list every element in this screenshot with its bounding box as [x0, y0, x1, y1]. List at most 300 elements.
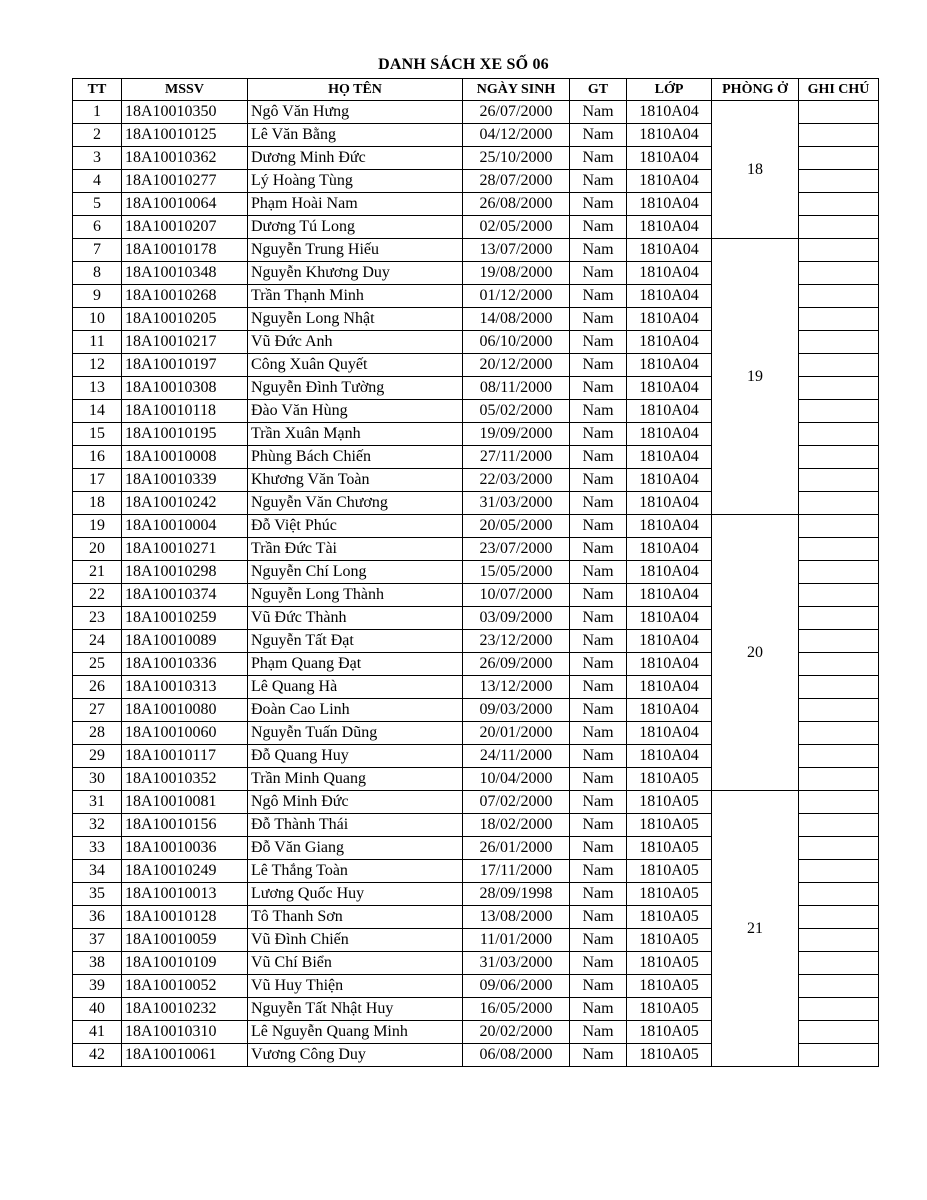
cell-note: [799, 400, 879, 423]
cell-note: [799, 423, 879, 446]
cell-gender: Nam: [570, 653, 627, 676]
cell-tt: 20: [73, 538, 122, 561]
cell-name: Trần Xuân Mạnh: [248, 423, 463, 446]
cell-mssv: 18A10010059: [122, 929, 248, 952]
cell-tt: 3: [73, 147, 122, 170]
cell-note: [799, 538, 879, 561]
cell-gender: Nam: [570, 101, 627, 124]
cell-class: 1810A04: [627, 676, 712, 699]
cell-note: [799, 791, 879, 814]
cell-class: 1810A05: [627, 906, 712, 929]
cell-mssv: 18A10010336: [122, 653, 248, 676]
cell-gender: Nam: [570, 722, 627, 745]
table-row: [73, 515, 879, 538]
cell-class: 1810A05: [627, 975, 712, 998]
student-list-table: [72, 78, 879, 1067]
cell-tt: 27: [73, 699, 122, 722]
cell-class: 1810A04: [627, 469, 712, 492]
cell-room: 18: [712, 101, 799, 239]
cell-mssv: 18A10010109: [122, 952, 248, 975]
cell-tt: 13: [73, 377, 122, 400]
cell-dob: 31/03/2000: [463, 952, 570, 975]
cell-note: [799, 883, 879, 906]
cell-tt: 23: [73, 607, 122, 630]
cell-dob: 06/10/2000: [463, 331, 570, 354]
cell-class: 1810A04: [627, 101, 712, 124]
cell-class: 1810A04: [627, 216, 712, 239]
cell-room: 19: [712, 239, 799, 515]
cell-name: Ngô Minh Đức: [248, 791, 463, 814]
cell-class: 1810A04: [627, 653, 712, 676]
cell-note: [799, 469, 879, 492]
cell-class: 1810A04: [627, 354, 712, 377]
cell-note: [799, 906, 879, 929]
cell-name: Vũ Đình Chiến: [248, 929, 463, 952]
cell-name: Vũ Đức Anh: [248, 331, 463, 354]
cell-dob: 24/11/2000: [463, 745, 570, 768]
cell-name: Đào Văn Hùng: [248, 400, 463, 423]
cell-note: [799, 768, 879, 791]
cell-gender: Nam: [570, 124, 627, 147]
cell-note: [799, 354, 879, 377]
cell-gender: Nam: [570, 906, 627, 929]
cell-name: Nguyễn Trung Hiếu: [248, 239, 463, 262]
cell-tt: 35: [73, 883, 122, 906]
cell-dob: 07/02/2000: [463, 791, 570, 814]
cell-class: 1810A05: [627, 998, 712, 1021]
cell-gender: Nam: [570, 998, 627, 1021]
document-title: DANH SÁCH XE SỐ 06: [378, 56, 549, 73]
cell-dob: 09/03/2000: [463, 699, 570, 722]
cell-dob: 26/08/2000: [463, 193, 570, 216]
cell-gender: Nam: [570, 607, 627, 630]
cell-class: 1810A04: [627, 377, 712, 400]
cell-dob: 20/12/2000: [463, 354, 570, 377]
cell-mssv: 18A10010197: [122, 354, 248, 377]
cell-name: Ngô Văn Hưng: [248, 101, 463, 124]
cell-gender: Nam: [570, 538, 627, 561]
cell-mssv: 18A10010268: [122, 285, 248, 308]
cell-dob: 28/09/1998: [463, 883, 570, 906]
cell-mssv: 18A10010118: [122, 400, 248, 423]
header-dob: NGÀY SINH: [463, 79, 570, 101]
cell-note: [799, 952, 879, 975]
cell-name: Phạm Quang Đạt: [248, 653, 463, 676]
cell-gender: Nam: [570, 929, 627, 952]
cell-tt: 12: [73, 354, 122, 377]
cell-name: Nguyễn Tất Nhật Huy: [248, 998, 463, 1021]
cell-dob: 26/07/2000: [463, 101, 570, 124]
cell-dob: 08/11/2000: [463, 377, 570, 400]
cell-name: Lý Hoàng Tùng: [248, 170, 463, 193]
cell-note: [799, 1021, 879, 1044]
cell-class: 1810A04: [627, 492, 712, 515]
cell-mssv: 18A10010232: [122, 998, 248, 1021]
cell-dob: 09/06/2000: [463, 975, 570, 998]
cell-dob: 03/09/2000: [463, 607, 570, 630]
cell-class: 1810A05: [627, 768, 712, 791]
cell-name: Nguyễn Tất Đạt: [248, 630, 463, 653]
cell-room: 21: [712, 791, 799, 1067]
cell-gender: Nam: [570, 791, 627, 814]
cell-gender: Nam: [570, 630, 627, 653]
cell-name: Nguyễn Văn Chương: [248, 492, 463, 515]
cell-gender: Nam: [570, 469, 627, 492]
cell-gender: Nam: [570, 952, 627, 975]
cell-gender: Nam: [570, 515, 627, 538]
cell-tt: 18: [73, 492, 122, 515]
cell-name: Đoàn Cao Linh: [248, 699, 463, 722]
cell-note: [799, 239, 879, 262]
cell-name: Trần Thạnh Minh: [248, 285, 463, 308]
cell-mssv: 18A10010178: [122, 239, 248, 262]
cell-class: 1810A05: [627, 860, 712, 883]
cell-note: [799, 860, 879, 883]
cell-dob: 10/04/2000: [463, 768, 570, 791]
cell-tt: 9: [73, 285, 122, 308]
cell-dob: 20/05/2000: [463, 515, 570, 538]
cell-tt: 22: [73, 584, 122, 607]
cell-note: [799, 1044, 879, 1067]
cell-mssv: 18A10010352: [122, 768, 248, 791]
cell-mssv: 18A10010052: [122, 975, 248, 998]
cell-name: Nguyễn Chí Long: [248, 561, 463, 584]
cell-gender: Nam: [570, 1044, 627, 1067]
cell-name: Vũ Huy Thiện: [248, 975, 463, 998]
cell-name: Nguyễn Long Nhật: [248, 308, 463, 331]
cell-note: [799, 722, 879, 745]
cell-class: 1810A05: [627, 1021, 712, 1044]
cell-dob: 23/07/2000: [463, 538, 570, 561]
cell-note: [799, 308, 879, 331]
cell-mssv: 18A10010004: [122, 515, 248, 538]
cell-tt: 5: [73, 193, 122, 216]
cell-dob: 01/12/2000: [463, 285, 570, 308]
cell-tt: 4: [73, 170, 122, 193]
cell-tt: 7: [73, 239, 122, 262]
cell-gender: Nam: [570, 676, 627, 699]
cell-class: 1810A04: [627, 446, 712, 469]
cell-tt: 37: [73, 929, 122, 952]
cell-note: [799, 216, 879, 239]
cell-tt: 24: [73, 630, 122, 653]
cell-gender: Nam: [570, 883, 627, 906]
cell-tt: 29: [73, 745, 122, 768]
cell-gender: Nam: [570, 285, 627, 308]
cell-tt: 11: [73, 331, 122, 354]
cell-dob: 20/02/2000: [463, 1021, 570, 1044]
cell-note: [799, 584, 879, 607]
cell-mssv: 18A10010128: [122, 906, 248, 929]
cell-note: [799, 929, 879, 952]
cell-tt: 6: [73, 216, 122, 239]
cell-mssv: 18A10010008: [122, 446, 248, 469]
cell-note: [799, 446, 879, 469]
cell-tt: 19: [73, 515, 122, 538]
cell-dob: 28/07/2000: [463, 170, 570, 193]
cell-mssv: 18A10010242: [122, 492, 248, 515]
cell-class: 1810A04: [627, 193, 712, 216]
cell-class: 1810A04: [627, 561, 712, 584]
cell-dob: 18/02/2000: [463, 814, 570, 837]
cell-class: 1810A04: [627, 630, 712, 653]
cell-mssv: 18A10010156: [122, 814, 248, 837]
cell-gender: Nam: [570, 423, 627, 446]
cell-note: [799, 814, 879, 837]
cell-gender: Nam: [570, 492, 627, 515]
cell-mssv: 18A10010217: [122, 331, 248, 354]
cell-gender: Nam: [570, 699, 627, 722]
cell-tt: 1: [73, 101, 122, 124]
cell-dob: 25/10/2000: [463, 147, 570, 170]
cell-name: Lê Văn Bằng: [248, 124, 463, 147]
cell-note: [799, 170, 879, 193]
cell-mssv: 18A10010081: [122, 791, 248, 814]
cell-dob: 06/08/2000: [463, 1044, 570, 1067]
cell-tt: 14: [73, 400, 122, 423]
table-row: [73, 791, 879, 814]
cell-note: [799, 331, 879, 354]
cell-tt: 2: [73, 124, 122, 147]
cell-name: Công Xuân Quyết: [248, 354, 463, 377]
cell-class: 1810A04: [627, 239, 712, 262]
cell-class: 1810A04: [627, 170, 712, 193]
cell-gender: Nam: [570, 1021, 627, 1044]
cell-dob: 19/08/2000: [463, 262, 570, 285]
cell-gender: Nam: [570, 193, 627, 216]
cell-mssv: 18A10010374: [122, 584, 248, 607]
cell-dob: 20/01/2000: [463, 722, 570, 745]
cell-tt: 34: [73, 860, 122, 883]
cell-class: 1810A04: [627, 722, 712, 745]
cell-class: 1810A04: [627, 147, 712, 170]
cell-gender: Nam: [570, 814, 627, 837]
cell-note: [799, 837, 879, 860]
cell-mssv: 18A10010313: [122, 676, 248, 699]
cell-name: Lê Quang Hà: [248, 676, 463, 699]
cell-name: Dương Minh Đức: [248, 147, 463, 170]
cell-gender: Nam: [570, 262, 627, 285]
cell-note: [799, 630, 879, 653]
cell-tt: 40: [73, 998, 122, 1021]
cell-gender: Nam: [570, 216, 627, 239]
cell-class: 1810A04: [627, 124, 712, 147]
cell-mssv: 18A10010339: [122, 469, 248, 492]
cell-mssv: 18A10010013: [122, 883, 248, 906]
cell-gender: Nam: [570, 975, 627, 998]
header-class: LỚP: [627, 79, 712, 101]
table-body: [73, 101, 879, 1067]
cell-name: Vũ Đức Thành: [248, 607, 463, 630]
cell-note: [799, 492, 879, 515]
cell-tt: 26: [73, 676, 122, 699]
cell-tt: 32: [73, 814, 122, 837]
cell-mssv: 18A10010195: [122, 423, 248, 446]
cell-dob: 13/07/2000: [463, 239, 570, 262]
cell-gender: Nam: [570, 561, 627, 584]
cell-mssv: 18A10010036: [122, 837, 248, 860]
cell-room: 20: [712, 515, 799, 791]
cell-dob: 13/08/2000: [463, 906, 570, 929]
cell-tt: 15: [73, 423, 122, 446]
cell-note: [799, 377, 879, 400]
cell-name: Lương Quốc Huy: [248, 883, 463, 906]
cell-mssv: 18A10010207: [122, 216, 248, 239]
cell-note: [799, 285, 879, 308]
cell-dob: 23/12/2000: [463, 630, 570, 653]
cell-class: 1810A05: [627, 1044, 712, 1067]
cell-mssv: 18A10010310: [122, 1021, 248, 1044]
cell-note: [799, 975, 879, 998]
cell-mssv: 18A10010061: [122, 1044, 248, 1067]
table-header-row: [73, 79, 879, 101]
cell-dob: 05/02/2000: [463, 400, 570, 423]
cell-class: 1810A04: [627, 607, 712, 630]
cell-class: 1810A04: [627, 308, 712, 331]
header-tt: TT: [73, 79, 122, 101]
cell-class: 1810A04: [627, 423, 712, 446]
cell-mssv: 18A10010064: [122, 193, 248, 216]
cell-gender: Nam: [570, 860, 627, 883]
cell-name: Đỗ Thành Thái: [248, 814, 463, 837]
cell-tt: 39: [73, 975, 122, 998]
cell-tt: 33: [73, 837, 122, 860]
cell-dob: 19/09/2000: [463, 423, 570, 446]
cell-class: 1810A05: [627, 791, 712, 814]
cell-class: 1810A04: [627, 584, 712, 607]
cell-class: 1810A05: [627, 929, 712, 952]
cell-tt: 30: [73, 768, 122, 791]
cell-dob: 22/03/2000: [463, 469, 570, 492]
cell-name: Trần Minh Quang: [248, 768, 463, 791]
cell-mssv: 18A10010348: [122, 262, 248, 285]
header-gender: GT: [570, 79, 627, 101]
cell-dob: 16/05/2000: [463, 998, 570, 1021]
cell-gender: Nam: [570, 400, 627, 423]
cell-tt: 8: [73, 262, 122, 285]
cell-name: Lê Thắng Toàn: [248, 860, 463, 883]
cell-dob: 04/12/2000: [463, 124, 570, 147]
cell-class: 1810A04: [627, 515, 712, 538]
cell-note: [799, 676, 879, 699]
header-room: PHÒNG Ở: [712, 79, 799, 101]
cell-tt: 21: [73, 561, 122, 584]
cell-note: [799, 101, 879, 124]
cell-class: 1810A04: [627, 400, 712, 423]
cell-gender: Nam: [570, 239, 627, 262]
cell-tt: 38: [73, 952, 122, 975]
cell-mssv: 18A10010259: [122, 607, 248, 630]
cell-note: [799, 262, 879, 285]
cell-mssv: 18A10010060: [122, 722, 248, 745]
cell-note: [799, 745, 879, 768]
cell-class: 1810A04: [627, 745, 712, 768]
cell-dob: 14/08/2000: [463, 308, 570, 331]
cell-mssv: 18A10010089: [122, 630, 248, 653]
cell-dob: 27/11/2000: [463, 446, 570, 469]
cell-name: Nguyễn Khương Duy: [248, 262, 463, 285]
cell-tt: 17: [73, 469, 122, 492]
cell-tt: 16: [73, 446, 122, 469]
cell-tt: 10: [73, 308, 122, 331]
cell-gender: Nam: [570, 354, 627, 377]
cell-dob: 13/12/2000: [463, 676, 570, 699]
cell-tt: 36: [73, 906, 122, 929]
cell-note: [799, 607, 879, 630]
cell-gender: Nam: [570, 147, 627, 170]
cell-tt: 25: [73, 653, 122, 676]
cell-name: Khương Văn Toàn: [248, 469, 463, 492]
cell-gender: Nam: [570, 308, 627, 331]
cell-name: Nguyễn Long Thành: [248, 584, 463, 607]
cell-note: [799, 193, 879, 216]
cell-gender: Nam: [570, 584, 627, 607]
cell-class: 1810A04: [627, 285, 712, 308]
cell-gender: Nam: [570, 745, 627, 768]
cell-gender: Nam: [570, 377, 627, 400]
cell-name: Nguyễn Tuấn Dũng: [248, 722, 463, 745]
cell-name: Lê Nguyễn Quang Minh: [248, 1021, 463, 1044]
cell-name: Đỗ Văn Giang: [248, 837, 463, 860]
cell-name: Phùng Bách Chiến: [248, 446, 463, 469]
header-note: GHI CHÚ: [799, 79, 879, 101]
cell-dob: 26/01/2000: [463, 837, 570, 860]
table-row: [73, 101, 879, 124]
header-name: HỌ TÊN: [248, 79, 463, 101]
cell-name: Vũ Chí Biển: [248, 952, 463, 975]
cell-gender: Nam: [570, 837, 627, 860]
cell-gender: Nam: [570, 331, 627, 354]
cell-mssv: 18A10010362: [122, 147, 248, 170]
cell-name: Đỗ Quang Huy: [248, 745, 463, 768]
cell-mssv: 18A10010125: [122, 124, 248, 147]
cell-dob: 31/03/2000: [463, 492, 570, 515]
cell-dob: 11/01/2000: [463, 929, 570, 952]
cell-dob: 26/09/2000: [463, 653, 570, 676]
cell-name: Nguyễn Đình Tường: [248, 377, 463, 400]
cell-mssv: 18A10010080: [122, 699, 248, 722]
cell-note: [799, 561, 879, 584]
cell-note: [799, 124, 879, 147]
cell-mssv: 18A10010350: [122, 101, 248, 124]
cell-tt: 41: [73, 1021, 122, 1044]
cell-name: Trần Đức Tài: [248, 538, 463, 561]
cell-note: [799, 147, 879, 170]
cell-gender: Nam: [570, 170, 627, 193]
cell-gender: Nam: [570, 768, 627, 791]
cell-tt: 42: [73, 1044, 122, 1067]
cell-dob: 17/11/2000: [463, 860, 570, 883]
cell-name: Đỗ Việt Phúc: [248, 515, 463, 538]
cell-class: 1810A04: [627, 699, 712, 722]
table-row: [73, 239, 879, 262]
cell-class: 1810A04: [627, 538, 712, 561]
cell-name: Dương Tú Long: [248, 216, 463, 239]
cell-mssv: 18A10010205: [122, 308, 248, 331]
cell-note: [799, 699, 879, 722]
cell-tt: 31: [73, 791, 122, 814]
cell-class: 1810A04: [627, 262, 712, 285]
cell-note: [799, 653, 879, 676]
cell-note: [799, 515, 879, 538]
cell-dob: 15/05/2000: [463, 561, 570, 584]
cell-mssv: 18A10010117: [122, 745, 248, 768]
cell-class: 1810A05: [627, 837, 712, 860]
cell-mssv: 18A10010308: [122, 377, 248, 400]
cell-mssv: 18A10010298: [122, 561, 248, 584]
cell-note: [799, 998, 879, 1021]
cell-class: 1810A05: [627, 952, 712, 975]
